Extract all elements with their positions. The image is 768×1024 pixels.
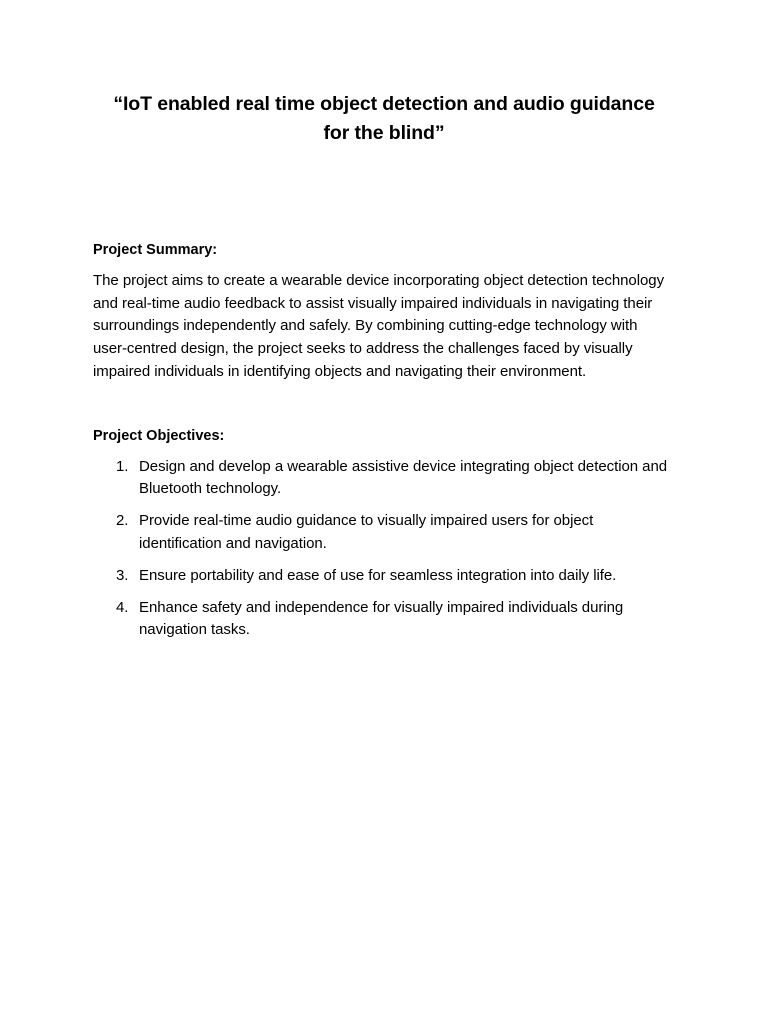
- objective-text: Enhance safety and independence for visually impaired individuals during navigation tasks.: [139, 598, 624, 639]
- objective-number: 3.: [116, 566, 129, 584]
- title-line-2: for the blind”: [323, 122, 445, 144]
- document-title: [93, 90, 675, 148]
- objective-number: 1.: [116, 457, 129, 475]
- objective-text: Design and develop a wearable assistive device integrating object detection and Bluetooth technology.: [139, 457, 668, 498]
- title-line-1: “IoT enabled real time object detection and audio guidance: [113, 93, 655, 115]
- objectives-list: [93, 456, 675, 642]
- objective-text: Ensure portability and ease of use for seamless integration into daily life.: [139, 566, 617, 584]
- objective-item-4: [93, 597, 675, 642]
- objective-item-1: [93, 456, 675, 501]
- summary-paragraph: The project aims to create a wearable device incorporating object detection technology and real-time audio feedback to assist visually impaired individuals in navigating their surroundings independently and safely. By combining cutting-edge technology with user-centred design, the project seeks to address the challenges faced by visually impaired individuals in identifying objects and navigating their environment.: [93, 272, 665, 380]
- objective-number: 4.: [116, 598, 129, 616]
- summary-heading: Project Summary:: [93, 242, 218, 258]
- objectives-heading: Project Objectives:: [93, 427, 225, 444]
- objective-text: Provide real-time audio guidance to visually impaired users for object identification and navigation.: [139, 512, 594, 552]
- objective-item-3: [93, 565, 675, 588]
- objective-item-2: [93, 510, 675, 555]
- objective-number: 2.: [116, 512, 129, 530]
